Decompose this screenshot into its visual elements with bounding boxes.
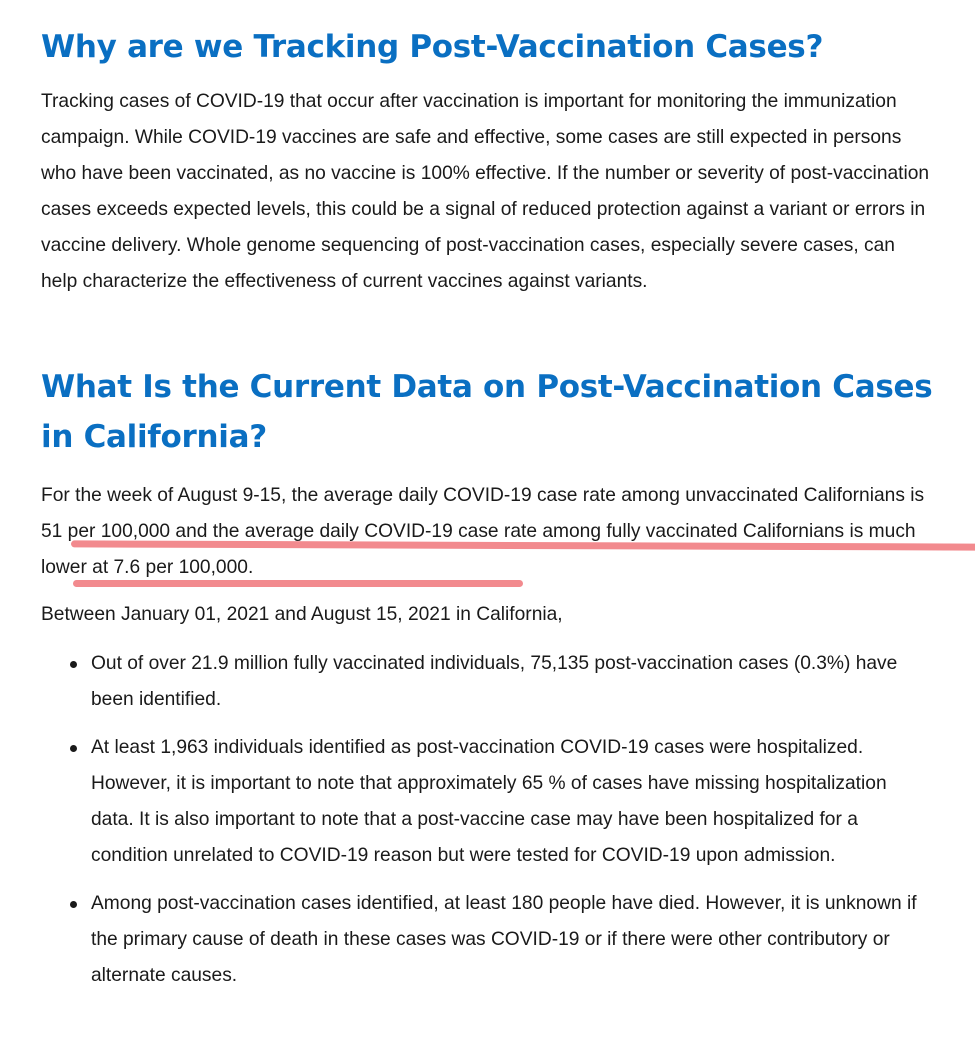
bullet-icon (70, 661, 77, 668)
list-item-text: Among post-vaccination cases identified, at least 180 people have died. However, it is unknown if the primary cause of death in these cases was COVID-19 or if there were other contributory or alternate causes. (91, 893, 917, 986)
list-item (41, 646, 931, 718)
paragraph-weekly-case-rate: For the week of August 9-15, the average daily COVID-19 case rate among unvaccinated Californians is 51 per 100,000 and the average daily COVID-19 case rate among fully vaccinated Californians is much lower at 7.6 per 100,000. (41, 485, 925, 578)
paragraph-date-range: Between January 01, 2021 and August 15, 2021 in California, (41, 604, 563, 625)
heading-why-tracking: Why are we Tracking Post-Vaccination Cases? (41, 29, 824, 65)
list-item (41, 730, 931, 874)
bullet-icon (70, 745, 77, 752)
paragraph-why-tracking: Tracking cases of COVID-19 that occur after vaccination is important for monitoring the immunization campaign. While COVID-19 vaccines are safe and effective, some cases are still expected in persons who have been vaccinated, as no vaccine is 100% effective. If the number or severity of post-vaccination cases exceeds expected levels, this could be a signal of reduced protection against a variant or errors in vaccine delivery. Whole genome sequencing of post-vaccination cases, especially severe cases, can help characterize the effectiveness of current vaccines against variants. (41, 91, 930, 292)
heading-current-data: What Is the Current Data on Post-Vaccination Cases in California? (41, 369, 933, 455)
list-item (41, 886, 931, 994)
list-item-text: At least 1,963 individuals identified as post-vaccination COVID-19 cases were hospitalized. However, it is important to note that approximately 65 % of cases have missing hospitalization data. It is also important to note that a post-vaccine case may have been hospitalized for a condition unrelated to COVID-19 reason but were tested for COVID-19 upon admission. (91, 737, 887, 866)
stats-bullet-list (41, 646, 931, 994)
bullet-icon (70, 901, 77, 908)
list-item-text: Out of over 21.9 million fully vaccinated individuals, 75,135 post-vaccination cases (0.3%) have been identified. (91, 653, 898, 710)
